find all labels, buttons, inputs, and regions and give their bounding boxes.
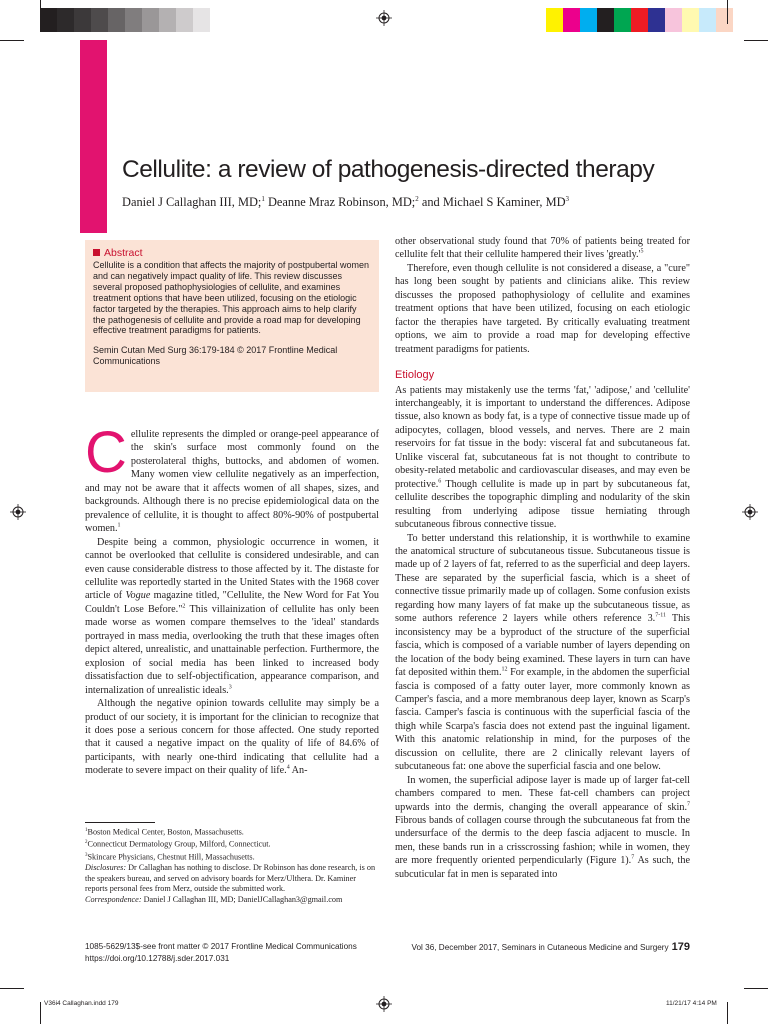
abstract-citation: Semin Cutan Med Surg 36:179-184 © 2017 Frontline Medical Communications: [93, 345, 338, 367]
color-swatch: [159, 8, 176, 32]
color-swatch: [546, 8, 563, 32]
magazine-name: Vogue: [125, 590, 151, 602]
paragraph: [85, 697, 379, 778]
crop-mark: [727, 1002, 728, 1024]
crop-mark: [0, 988, 24, 989]
abstract-box: [85, 240, 379, 392]
right-text-column: [395, 235, 690, 881]
color-swatch: [648, 8, 665, 32]
affiliation-note: [85, 838, 379, 850]
author-list: [122, 195, 682, 210]
crop-mark: [727, 0, 728, 24]
color-swatch: [682, 8, 699, 32]
page-number: 179: [671, 941, 690, 953]
crop-mark: [40, 0, 41, 24]
reference-marker: 2: [182, 603, 186, 610]
abstract-heading: [93, 247, 371, 259]
reference-marker: 3: [228, 684, 232, 691]
square-bullet-icon: [93, 249, 100, 256]
crop-mark: [0, 40, 24, 41]
reference-marker: 7: [631, 855, 635, 861]
accent-bar: [80, 40, 107, 233]
paragraph: [395, 774, 690, 882]
doi-link[interactable]: https://doi.org/10.12788/j.sder.2017.031: [85, 953, 230, 963]
paragraph-text: This inconsistency may be a byproduct of the structure of the superficial fascia, which is composed of a variable number of layers depending on the location of the body being examined. These layers in turn can have fat deposited within them.: [395, 613, 690, 679]
paragraph-text: For example, in the abdomen the superficial fascia is composed of a fatty outer layer, more commonly known as Camper's fascia, and a more membranous deep layer, known as Scarp's fascia. Camper's fascia is continuous with the superficial fascia of the thigh while Scarpa's fascia does not extend past the inguinal ligament. With this anatomic relationship in mind, for the purposes of the discussion on cellulite, there are 2 clinically relevant layers of subcutaneous fat: one above the superficial fascia and one below.: [395, 667, 690, 773]
slug-timestamp: 11/21/17 4:14 PM: [666, 1000, 717, 1007]
color-swatch: [176, 8, 193, 32]
affiliation-note: [85, 826, 379, 838]
drop-cap: C: [85, 420, 127, 485]
color-swatch: [193, 8, 210, 32]
issn-line: 1085-5629/13$-see front matter © 2017 Frontline Medical Communications: [85, 942, 357, 951]
color-swatch: [142, 8, 159, 32]
color-swatch: [699, 8, 716, 32]
reference-marker: 12: [501, 666, 508, 673]
article-title: Cellulite: a review of pathogenesis-directed therapy: [122, 156, 655, 183]
color-swatch: [40, 8, 57, 32]
color-swatch: [108, 8, 125, 32]
affiliation-text: Connecticut Dermatology Group, Milford, Connecticut.: [87, 840, 271, 850]
grayscale-color-bar: [40, 8, 210, 32]
registration-mark-icon: [10, 504, 26, 520]
paragraph-text: Despite being a common, physiologic occurrence in women, it cannot be overlooked that cellulite is considered undesirable, and can even cause considerable distress to those affected by it. The distaste for cellulite was reportedly started in the United States with the 1968 cover article of: [85, 536, 379, 602]
color-swatch: [614, 8, 631, 32]
abstract-heading-text: Abstract: [104, 247, 143, 259]
crop-mark: [744, 40, 768, 41]
abstract-body: Cellulite is a condition that affects the majority of postpubertal women and can negatively impact quality of life. This review discusses several proposed pathophysiologies of cellulite, and examines treatment options that have been utilized, focusing on the etiologic factor targeted by the therapies. This approach aims to help clarify the pathogenesis of cellulite and provide a road map for developing effective treatment paradigms for patients.: [93, 260, 369, 336]
paragraph: [395, 384, 690, 532]
crop-mark: [744, 988, 768, 989]
registration-mark-icon: [376, 996, 392, 1012]
affiliation-marker: 3: [565, 195, 570, 203]
paragraph-text: other observational study found that 70% of patients being treated for cellulite felt that their cellulite hampered their lives 'greatly.': [395, 236, 690, 261]
page-footer-right: [395, 941, 690, 953]
paragraph-text: Fibrous bands of collagen course through the subcutaneous fat from the undersurface of the dermis to the deep fascia adjacent to muscle. In men, these bands run in a crisscrossing fashion; while in women, they are more frequently oriented perpendicularly (Figure 1).: [395, 815, 690, 867]
disclosures-text: Dr Callaghan has nothing to disclose. Dr Robinson has done research, is on the speakers bureau, and served on advisory boards for Merz/Ulthera. Dr. Kaminer reports personal fees from Merz, outside the submitted work.: [85, 862, 376, 894]
color-swatch: [74, 8, 91, 32]
affiliation-marker: 2: [415, 195, 419, 203]
disclosures-note: [85, 863, 379, 895]
slug-filename: V36i4 Callaghan.indd 179: [44, 1000, 119, 1007]
affiliation-text: Skincare Physicians, Chestnut Hill, Massachusetts.: [87, 852, 255, 862]
section-heading: Etiology: [395, 369, 435, 382]
crop-mark: [40, 1002, 41, 1024]
affiliation-marker: 3: [85, 852, 88, 858]
color-swatch: [631, 8, 648, 32]
paragraph-text: As such, the subcuticular fat in men is separated into: [395, 855, 690, 880]
footnote-rule: [85, 822, 155, 823]
paragraph-text: magazine titled, "Cellulite, the New Word for Fat You Couldn't Lose Before.": [85, 590, 379, 615]
paragraph: [85, 420, 379, 536]
reference-marker: 7-11: [655, 612, 667, 619]
page-footer-left: [85, 941, 357, 964]
paragraph: [85, 536, 379, 697]
paragraph-text: As patients may mistakenly use the terms 'fat,' 'adipose,' and 'cellulite' interchangeably, it is important to understand the differences. Adipose tissue, also known as body fat, is a type of connective tissue made up of adipocytes, collagen, blood vessels, and nerves. There are 2 main reservoirs for fat tissue in the body: visceral fat and subcutaneous fat. Unlike visceral fat, subcutaneous fat is not thought to contribute to obesity-related metabolic and cardiovascular diseases, and may even be protective.: [395, 384, 690, 490]
journal-info: Vol 36, December 2017, Seminars in Cutaneous Medicine and Surgery: [411, 943, 669, 952]
reference-marker: 1: [117, 522, 121, 529]
footnotes: [85, 826, 379, 905]
color-swatch: [563, 8, 580, 32]
paragraph-text: An-: [289, 765, 308, 777]
paragraph-text: In women, the superficial adipose layer is made up of larger fat-cell chambers compared to men. These fat-cell chambers can project upwards into the dermis, changing the overall appearance of skin.: [395, 774, 690, 813]
registration-mark-icon: [742, 504, 758, 520]
paragraph-text: Although the negative opinion towards cellulite may simply be a product of our society, it is important for the clinician to recognize that it does pose a serious concern for those affected. One study reported that it caused a negative impact on the quality of life of 84.6% of participants, with nearly one-third indicating that cellulite had a moderate to severe impact on their quality of life.: [85, 698, 379, 777]
registration-mark-icon: [376, 10, 392, 26]
correspondence-text: Daniel J Callaghan III, MD; DanielJCallaghan3@gmail.com: [141, 894, 343, 904]
affiliation-marker: 1: [85, 828, 88, 833]
correspondence-note: [85, 895, 379, 906]
color-swatch: [580, 8, 597, 32]
color-swatch: [125, 8, 142, 32]
affiliation-text: Boston Medical Center, Boston, Massachusetts.: [87, 827, 244, 837]
author-name: and Michael S Kaminer, MD: [418, 195, 566, 210]
color-swatch: [716, 8, 733, 32]
author-name: Daniel J Callaghan III, MD;: [122, 195, 262, 210]
paragraph-text: To better understand this relationship, it is worthwhile to examine the anatomical structure of subcutaneous tissue. Subcutaneous tissue is made up of 2 layers of fat, referred to as the superficial and deep layers. These are separated by the superficial fascia, which is a sheet of connective tissue primarily made up of collagen. Some confusion exists regarding how many layers of fat make up the subcutaneous tissue, as some authors reference 2 layers while others reference 3.: [395, 532, 690, 625]
color-swatch: [665, 8, 682, 32]
left-text-column: [85, 420, 379, 778]
process-color-bar: [546, 8, 733, 32]
disclosures-label: Disclosures:: [85, 862, 127, 872]
affiliation-marker: 2: [85, 840, 88, 846]
color-swatch: [57, 8, 74, 32]
paragraph-text: This villainization of cellulite has only been made worse as women compare themselves to the 'ideal' standards portrayed in mass media, overlooking the truth that these images often depict altered, unrealistic, and unattainable perfection. Furthermore, the explosion of social media has been linked to increased body dissatisfaction due to self-objectification, appearance comparison, and internalization of unrealistic ideals.: [85, 603, 379, 696]
affiliation-marker: 1: [261, 195, 265, 203]
reference-marker: 4: [286, 764, 290, 771]
author-name: Deanne Mraz Robinson, MD;: [264, 195, 416, 210]
color-swatch: [597, 8, 614, 32]
paragraph: [395, 532, 690, 774]
paragraph-text: Though cellulite is made up in part by subcutaneous fat, cellulite describes the topographic dimpling and nodularity of the skin resulting from underlying adipose tissue herniating through subcutaneous fibrous connective tissue.: [395, 478, 690, 531]
paragraph: Therefore, even though cellulite is not considered a disease, a "cure" has long been sought by patients and clinicians alike. This review discusses the proposed pathophysiology of cellulite and examines treatment options that have been utilized, focusing on each etiologic factor the therapies have targeted. By critically evaluating treatment options, we aim to provide a road map for developing effective treatment paradigms for patients.: [395, 262, 690, 355]
paragraph: [395, 235, 690, 262]
reference-marker: 5: [640, 249, 644, 256]
color-swatch: [91, 8, 108, 32]
reference-marker: 6: [438, 478, 442, 485]
correspondence-label: Correspondence:: [85, 894, 142, 904]
affiliation-note: [85, 851, 379, 863]
reference-marker: 7: [687, 801, 690, 808]
paragraph-text: ellulite represents the dimpled or orange-peel appearance of the skin's surface most commonly found on the posterolateral thighs, buttocks, and abdomen of women. Many women view cellulite negatively as an imperfection, and may not be aware that it affects women of all shapes, sizes, and backgrounds. Although there is no precise epidemiological data on the prevalence of cellulite, it is thought to affect 80%-90% of postpubertal women.: [85, 429, 379, 535]
